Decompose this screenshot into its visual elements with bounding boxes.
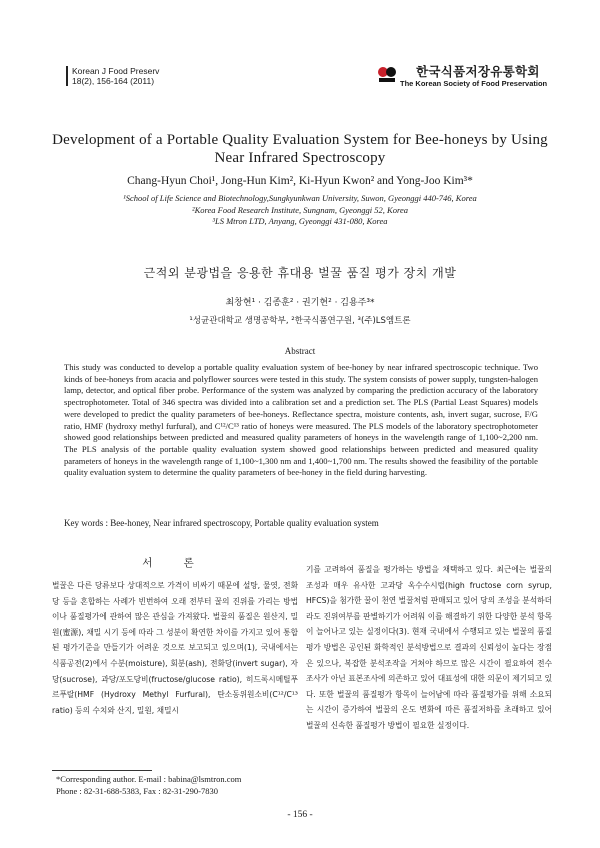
footnote-phone: Phone : 82-31-688-5383, Fax : 82-31-290-7830 [56, 785, 218, 796]
journal-volume: 18(2), 156-164 (2011) [72, 76, 155, 86]
korean-affiliation: ¹성균관대학교 생명공학부, ²한국식품연구원, ³(주)LS엠트론 [189, 316, 411, 326]
journal-info [66, 66, 159, 86]
footnote [56, 774, 241, 797]
keywords [64, 518, 544, 528]
footnote-email: *Corresponding author. E-mail : babina@lsmtron.com [56, 774, 242, 784]
society-english-name: The Korean Society of Food Preservation [400, 79, 548, 88]
footnote-divider [52, 770, 152, 771]
keywords-text: Bee-honey, Near infrared spectroscopy, Portable quality evaluation system [110, 518, 379, 528]
page-number: - 156 - [287, 810, 313, 820]
affiliation-2: ²Korea Food Research Institute, Sungnam, Gyeonggi 52, Korea [192, 204, 408, 215]
journal-name: Korean J Food Preserv [72, 66, 160, 76]
section-heading: 서 론 [142, 557, 208, 569]
paper-title: Development of a Portable Quality Evaluation System for Bee-honeys by Using Near Infrared Spectroscopy [52, 132, 548, 166]
intro-column-left: 벌꿀은 다른 당류보다 상대적으로 가격이 비싸기 때문에 설탕, 물엿, 전화당 등을 혼합하는 사례가 빈번하여 오래 전부터 꿀의 진위를 가리는 방법이나 품질평가에 관하여 많은 관심을 가져왔다. 벌꿀의 품질은 원산지, 밀원(蜜源), 채밀 시기 등에 따라 그 성분이 확연한 차이를 가지고 있어 통합된 평가기준을 만들기가 어려운 것으로 보고되고 있으며(1), 국내에서는 식품공전(2)에서 수분(moisture), 회분(ash), 전화당(invert sugar), 자당(sucrose), 과당/포도당비(fructose/glucose ratio), 히드록시메틸푸르푸랄(HMF (Hydroxy Methyl Furfural), 탄소동위원소비(C¹²/C¹³ ratio) 등의 수치와 산지, 밀원, 채밀시 [52, 581, 298, 715]
keywords-label: Key words : [64, 518, 108, 528]
paper-authors: Chang-Hyun Choi¹, Jong-Hun Kim², Ki-Hyun Kwon² and Yong-Joo Kim³* [127, 175, 473, 187]
abstract-text: This study was conducted to develop a portable quality evaluation system of bee-honey by near infrared spectroscopic technique. Two kinds of bee-honeys from acacia and polyflower sources were tested in this study. The system consists of power supply, tungsten-halogen lamp, detector, and optical fiber probe. Performance of the system was analyzed by comparing the prediction accuracy of the laboratory spectrophotometer. Total of 346 spectra was divided into a calibration set and a prediction set. The PLS (Partial Least Squares) models were developed to predict the quality parameters of bee-honeys. Reflectance spectra, moisture contents, ash, invert sugar, sucrose, F/G ratio, HMF (hydroxy methyl furfural), and C¹²/C¹³ ratio of honeys were measured. The PLS models of the laboratory spectrophotometer showed good relationships between predicted and measured quality parameters of honeys in the wavelength range of 1,100~2,200 nm. The PLS analysis of the portable quality evaluation system showed good relationships between predicted and measured quality parameters of honeys in the wavelength range of 1,100~1,300 nm and 1,400~1,700 nm. The results showed the feasibility of the portable quality evaluation system to determine the quality parameters of bee-honey in the field during harvesting. [64, 362, 538, 478]
abstract-heading: Abstract [284, 346, 316, 356]
affiliation-3: ³LS Mtron LTD, Anyang, Gyeonggi 431-080, Korea [212, 216, 388, 226]
affiliations [40, 193, 560, 228]
society-logo [376, 62, 556, 92]
korean-title: 근적외 분광법을 응용한 휴대용 벌꿀 품질 평가 장치 개발 [143, 266, 457, 280]
society-korean-name: 한국식품저장유통학회 [416, 64, 540, 79]
intro-column-right: 기를 고려하여 품질을 평가하는 방법을 채택하고 있다. 최근에는 벌꿀의 조성과 매우 유사한 고과당 옥수수시럽(high fructose corn syrup, HFCS)을 첨가한 꿀이 천연 벌꿀처럼 판매되고 있어 당의 조성을 분석하더라도 진위여부를 판별하기가 어려워 이를 해결하기 위한 다양한 분석 항목이 늘어나고 있는 실정이다(3). 현재 국내에서 수행되고 있는 벌꿀의 품질평가 방법은 공인된 화학적인 분석방법으로 결과의 신뢰성이 높다는 장점은 있으나, 복잡한 분석조작을 거쳐야 하므로 많은 시간이 필요하여 전수조사가 아닌 표본조사에 의존하고 있어 대표성에 대한 의문이 제기되고 있다. 또한 벌꿀의 품질평가 항목이 늘어남에 따라 품질평가를 위해 소요되는 시간이 증가하여 벌꿀의 온도 변화에 따른 품질저하를 초래하고 있어 벌꿀의 신속한 품질평가 방법이 필요한 실정이다. [306, 565, 552, 730]
korean-authors: 최창현¹ · 김종훈² · 권기현² · 김용주³* [225, 298, 375, 308]
affiliation-1: ¹School of Life Science and Biotechnology,Sungkyunkwan University, Suwon, Gyeonggi 440-746, Korea [123, 193, 477, 203]
society-logo-icon [376, 64, 398, 86]
